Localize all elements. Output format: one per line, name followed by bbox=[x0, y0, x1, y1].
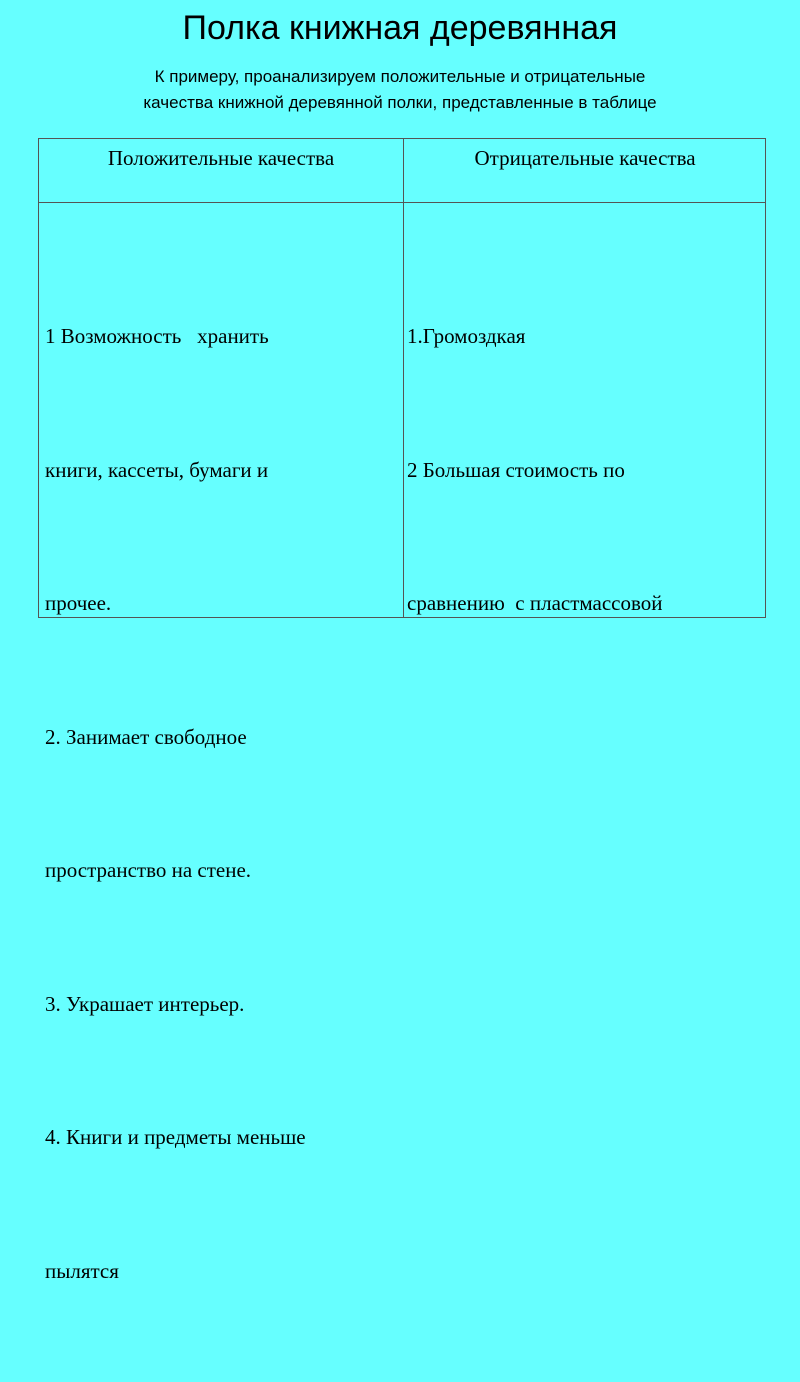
positive-qualities-cell bbox=[45, 225, 399, 1382]
positive-line-6: 3. Украшает интерьер. bbox=[45, 991, 245, 1016]
subtitle-line-2: качества книжной деревянной полки, представленные в таблице bbox=[143, 93, 657, 112]
table-header-divider bbox=[39, 202, 765, 203]
slide-subtitle bbox=[60, 64, 740, 116]
positive-line-8: пылятся bbox=[45, 1258, 119, 1283]
positive-line-5: пространство на стене. bbox=[45, 858, 252, 882]
subtitle-line-1: К примеру, проанализируем положительные и отрицательные bbox=[154, 67, 646, 86]
positive-line-4: 2. Занимает свободное bbox=[45, 724, 247, 749]
positive-line-7: 4. Книги и предметы меньше bbox=[45, 1125, 306, 1149]
positive-line-1: 1 Возможность хранить bbox=[45, 324, 269, 348]
negative-line-1: 1.Громоздкая bbox=[407, 324, 526, 348]
positive-line-3: прочее. bbox=[45, 591, 112, 615]
negative-qualities-cell bbox=[407, 225, 763, 715]
header-negative-qualities: Отрицательные качества bbox=[474, 146, 696, 170]
negative-line-2: 2 Большая стоимость по bbox=[407, 457, 625, 482]
negative-line-3: сравнению с пластмассовой bbox=[407, 591, 663, 615]
header-positive-qualities: Положительные качества bbox=[107, 146, 335, 170]
positive-line-2: книги, кассеты, бумаги и bbox=[45, 457, 269, 482]
qualities-table bbox=[38, 138, 766, 1283]
table-column-divider bbox=[403, 139, 404, 617]
slide-title: Полка книжная деревянная bbox=[182, 9, 618, 47]
